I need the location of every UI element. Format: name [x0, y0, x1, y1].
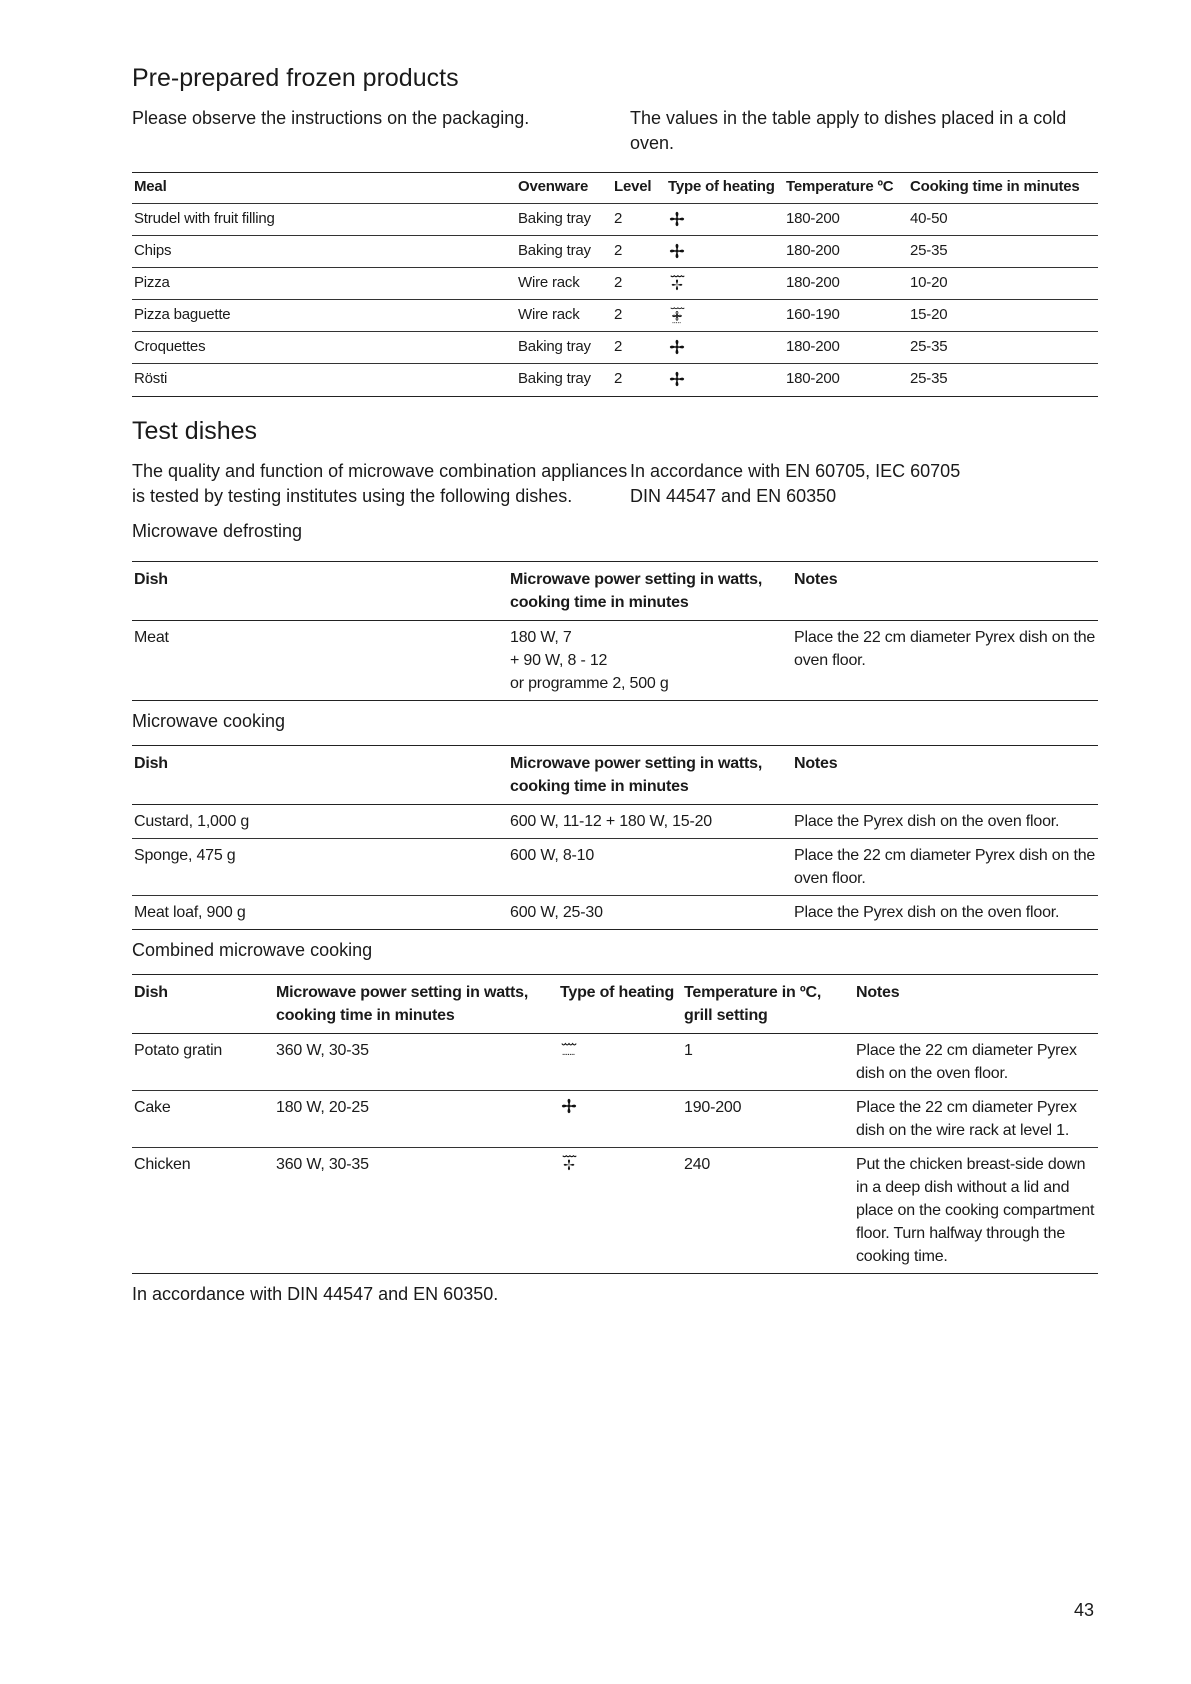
col-header-notes: Notes: [854, 975, 1098, 1034]
ovenware-cell: Wire rack: [516, 268, 612, 300]
frozen-intro-left: Please observe the instructions on the packaging.: [132, 108, 530, 128]
col-header-cooking-time: Cooking time in minutes: [908, 173, 1098, 204]
setting-line: or programme 2, 500 g: [510, 675, 669, 692]
power-setting-cell: [508, 621, 792, 700]
power-setting-cell: 600 W, 25-30: [510, 904, 603, 921]
heating-cell: [666, 300, 784, 332]
hot-air-icon: [668, 370, 686, 388]
temperature-cell: 180-200: [784, 236, 908, 268]
ovenware-cell: Baking tray: [516, 236, 612, 268]
hot-air-icon: [668, 338, 686, 356]
temperature-cell: 180-200: [786, 370, 840, 387]
power-setting-cell: 360 W, 30-35: [276, 1156, 369, 1173]
table-row: [132, 332, 1098, 364]
table-row: [132, 364, 1098, 396]
col-header-power-setting: Microwave power setting in watts, cooking time in minutes: [508, 562, 792, 621]
heating-cell: [666, 332, 784, 364]
meal-cell: Rösti: [134, 370, 168, 387]
col-header-level: Level: [612, 173, 666, 204]
dish-cell: Meat: [134, 629, 169, 646]
combined-table: [132, 974, 1098, 1274]
frozen-intro: [132, 106, 1098, 156]
heating-cell: [666, 204, 784, 236]
test-intro-right: In accordance with EN 60705, IEC 60705 DIN 44547 and EN 60350: [630, 461, 961, 506]
dish-cell: Custard, 1,000 g: [132, 805, 508, 839]
power-setting-cell: 600 W, 11-12 + 180 W, 15-20: [508, 805, 792, 839]
col-header-heating: Type of heating: [558, 975, 682, 1034]
content: [132, 62, 1098, 1306]
dish-cell: Cake: [132, 1091, 274, 1148]
table-row: [132, 1148, 1098, 1273]
table-header-row: [132, 975, 1098, 1034]
heating-cell: [666, 268, 784, 300]
notes-cell: Place the 22 cm diameter Pyrex dish on the oven floor.: [794, 629, 1096, 669]
col-header-temperature: Temperature ºC: [784, 173, 908, 204]
col-header-temperature: Temperature in ºC, grill setting: [682, 975, 854, 1034]
col-header-power-setting: Microwave power setting in watts, cooking time in minutes: [508, 746, 792, 805]
table-row: [132, 1034, 1098, 1091]
cooking-time-cell: 10-20: [908, 268, 1098, 300]
temperature-cell: 180-200: [784, 204, 908, 236]
level-cell: 2: [614, 370, 623, 387]
col-header-ovenware: Ovenware: [516, 173, 612, 204]
notes-cell: Place the 22 cm diameter Pyrex dish on the wire rack at level 1.: [854, 1091, 1098, 1148]
ovenware-cell: Baking tray: [516, 332, 612, 364]
table-header-row: [132, 562, 1098, 621]
test-section-title: Test dishes: [132, 417, 258, 445]
col-header-notes: Notes: [792, 746, 1098, 805]
table-row: [132, 896, 1098, 929]
pizza-setting-icon: [668, 306, 686, 324]
meal-cell: Strudel with fruit filling: [132, 204, 516, 236]
dish-cell: Sponge, 475 g: [132, 839, 508, 896]
ovenware-cell: Wire rack: [516, 300, 612, 332]
table-row: [132, 236, 1098, 268]
hot-air-icon: [668, 242, 686, 260]
cooking-time-cell: 25-35: [910, 370, 948, 387]
col-header-power-setting: Microwave power setting in watts, cooking time in minutes: [274, 975, 558, 1034]
temperature-cell: 160-190: [784, 300, 908, 332]
table-row: [132, 805, 1098, 839]
power-setting-cell: 360 W, 30-35: [274, 1034, 558, 1091]
table-header-row: [132, 173, 1098, 204]
heating-cell: [558, 1091, 682, 1148]
level-cell: 2: [612, 204, 666, 236]
setting-line: + 90 W, 8 - 12: [510, 652, 608, 669]
test-intro-left: The quality and function of microwave combination appliances is tested by testing institutes using the following dishes.: [132, 461, 628, 506]
col-header-heating: Type of heating: [666, 173, 784, 204]
temperature-cell: 1: [682, 1034, 854, 1091]
footnote: In accordance with DIN 44547 and EN 60350.: [132, 1284, 499, 1304]
dish-cell: Chicken: [134, 1156, 191, 1173]
meal-cell: Pizza baguette: [132, 300, 516, 332]
ovenware-cell: Baking tray: [518, 370, 591, 387]
meal-cell: Croquettes: [132, 332, 516, 364]
cooking-time-cell: 25-35: [908, 236, 1098, 268]
notes-cell: Place the Pyrex dish on the oven floor.: [794, 904, 1060, 921]
hot-air-grill-icon: [560, 1154, 578, 1172]
cooking-table: [132, 745, 1098, 930]
table-row: [132, 1091, 1098, 1148]
defrost-subtitle: Microwave defrosting: [132, 521, 303, 541]
cooking-time-cell: 25-35: [908, 332, 1098, 364]
meal-cell: Chips: [132, 236, 516, 268]
hot-air-grill-icon: [668, 274, 686, 292]
level-cell: 2: [612, 268, 666, 300]
cooking-time-cell: 40-50: [908, 204, 1098, 236]
notes-cell: Place the 22 cm diameter Pyrex dish on the oven floor.: [792, 839, 1098, 896]
table-row: [132, 300, 1098, 332]
col-header-dish: Dish: [132, 746, 508, 805]
table-row: [132, 621, 1098, 700]
level-cell: 2: [612, 332, 666, 364]
combined-subtitle: Combined microwave cooking: [132, 940, 373, 960]
col-header-dish: Dish: [132, 975, 274, 1034]
meal-cell: Pizza: [132, 268, 516, 300]
hot-air-icon: [560, 1097, 578, 1115]
temperature-cell: 190-200: [682, 1091, 854, 1148]
table-row: [132, 268, 1098, 300]
power-setting-cell: 180 W, 20-25: [274, 1091, 558, 1148]
col-header-notes: Notes: [792, 562, 1098, 621]
table-header-row: [132, 746, 1098, 805]
dish-cell: Potato gratin: [132, 1034, 274, 1091]
col-header-meal: Meal: [132, 173, 516, 204]
heating-cell: [666, 236, 784, 268]
page-number: 43: [1074, 1600, 1095, 1620]
grill-icon: [560, 1040, 578, 1058]
level-cell: 2: [612, 300, 666, 332]
temperature-cell: 180-200: [784, 332, 908, 364]
col-header-dish: Dish: [132, 562, 508, 621]
cooking-time-cell: 15-20: [908, 300, 1098, 332]
temperature-cell: 180-200: [784, 268, 908, 300]
heating-cell: [558, 1148, 682, 1273]
frozen-section-title: Pre-prepared frozen products: [132, 64, 459, 92]
heating-cell: [666, 364, 784, 396]
temperature-cell: 240: [684, 1156, 711, 1173]
dish-cell: Meat loaf, 900 g: [134, 904, 246, 921]
frozen-products-table: [132, 172, 1098, 397]
setting-line: 180 W, 7: [510, 629, 572, 646]
notes-cell: Put the chicken breast-side down in a deep dish without a lid and place on the cooking compartment floor. Turn halfway through the cooking time.: [856, 1156, 1095, 1265]
hot-air-icon: [668, 210, 686, 228]
frozen-intro-right: The values in the table apply to dishes placed in a cold oven.: [630, 108, 1067, 153]
defrost-table: [132, 561, 1098, 701]
notes-cell: Place the 22 cm diameter Pyrex dish on the oven floor.: [854, 1034, 1098, 1091]
cooking-subtitle: Microwave cooking: [132, 711, 286, 731]
ovenware-cell: Baking tray: [516, 204, 612, 236]
notes-cell: Place the Pyrex dish on the oven floor.: [792, 805, 1098, 839]
table-row: [132, 839, 1098, 896]
test-intro: [132, 459, 1098, 509]
power-setting-cell: 600 W, 8-10: [508, 839, 792, 896]
heating-cell: [558, 1034, 682, 1091]
level-cell: 2: [612, 236, 666, 268]
table-row: [132, 204, 1098, 236]
